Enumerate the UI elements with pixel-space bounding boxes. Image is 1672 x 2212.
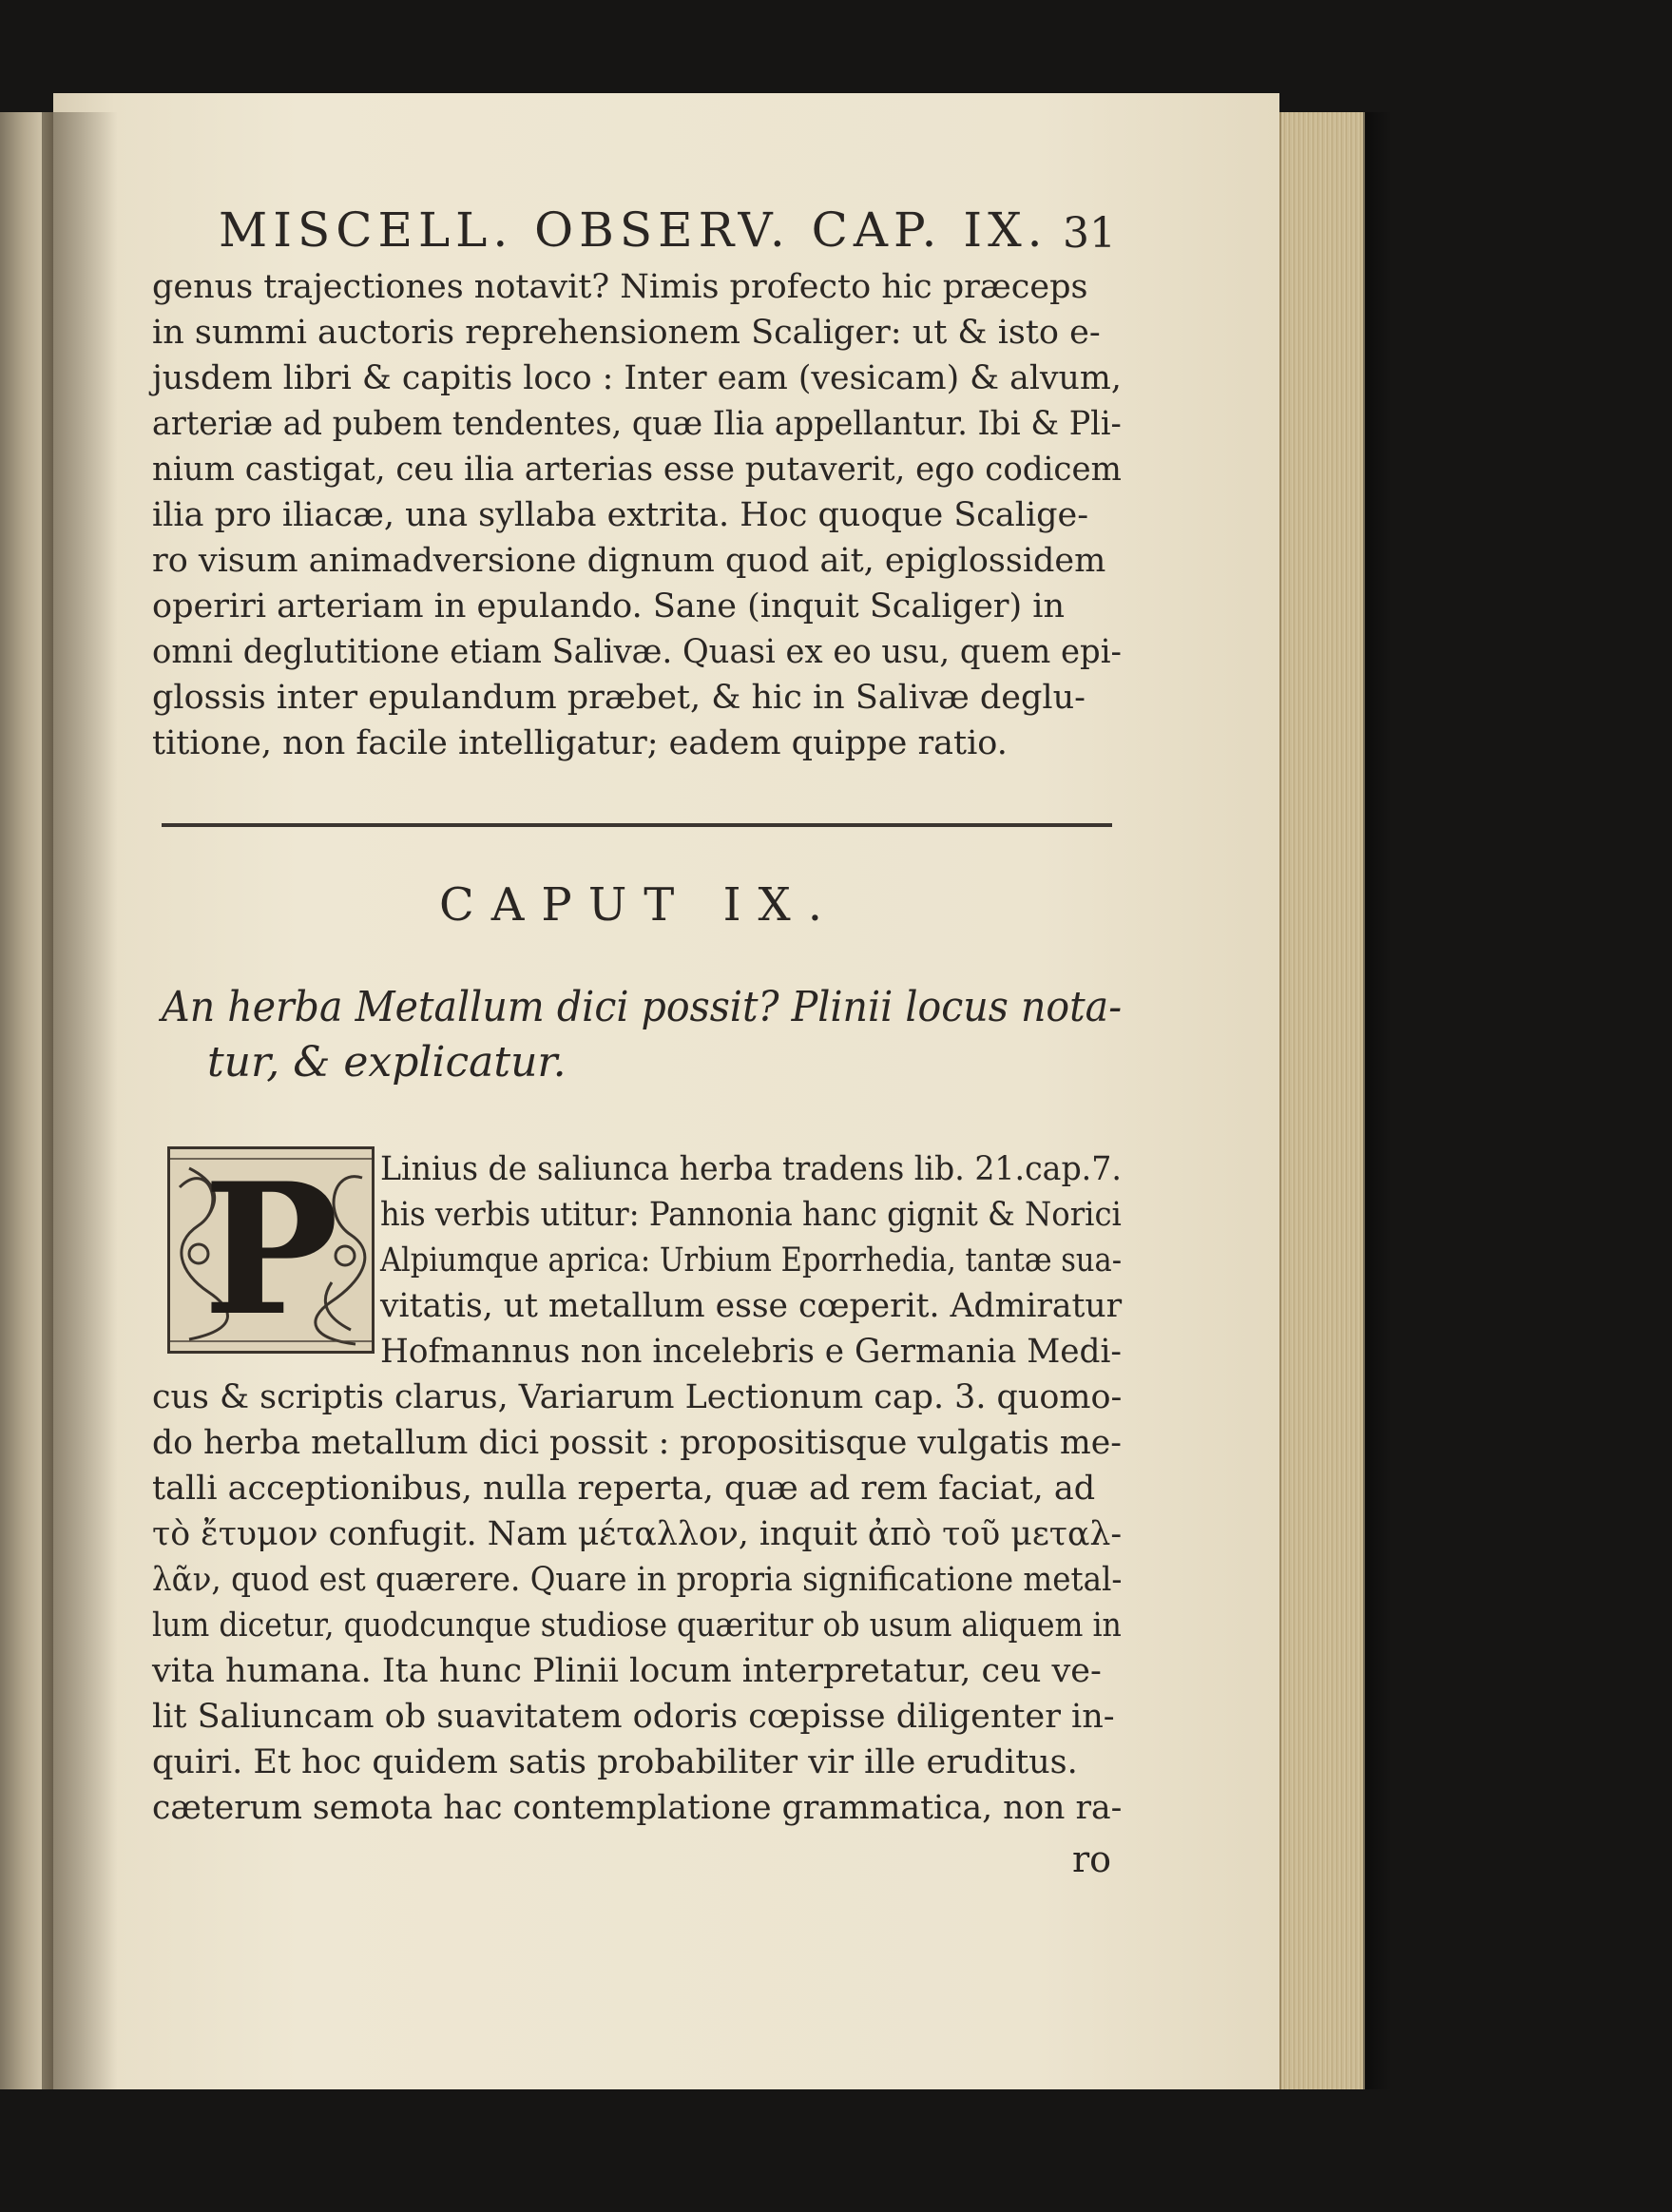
text-line: cæterum semota hac contemplatione grammatica, non ra- — [152, 1789, 1123, 1827]
text-line: arteriæ ad pubem tendentes, quæ Ilia appellantur. Ibi & Pli- — [152, 405, 1122, 443]
text-line: ilia pro iliacæ, una syllaba extrita. Hoc quoque Scalige- — [152, 496, 1089, 534]
chapter-summary-line: An herba Metallum dici possit? Plinii locus nota- — [162, 983, 1123, 1031]
text-line: lum dicetur, quodcunque studiose quæritur ob usum aliquem in — [152, 1606, 1122, 1645]
text-line: vitatis, ut metallum esse cœperit. Admiratur — [380, 1287, 1123, 1325]
text-line: cus & scriptis clarus, Variarum Lectionum cap. 3. quomo- — [152, 1378, 1123, 1416]
section-rule — [162, 823, 1112, 827]
text-line: his verbis utitur: Pannonia hanc gignit & Norici — [380, 1196, 1122, 1234]
text-line: jusdem libri & capitis loco : Inter eam (vesicam) & alvum, — [152, 359, 1122, 397]
text-line: ro visum animadversione dignum quod ait, epiglossidem — [152, 542, 1106, 580]
text-line: nium castigat, ceu ilia arterias esse putaverit, ego codicem — [152, 451, 1122, 489]
text-line: do herba metallum dici possit : propositisque vulgatis me- — [152, 1424, 1122, 1462]
fore-edge — [1279, 112, 1365, 2089]
chapter-heading: CAPUT IX. — [439, 878, 839, 932]
text-line: glossis inter epulandum præbet, & hic in Salivæ deglu- — [152, 679, 1086, 717]
gutter-shadow — [42, 112, 118, 2089]
text-line: talli acceptionibus, nulla reperta, quæ ad rem faciat, ad — [152, 1470, 1096, 1508]
text-line: quiri. Et hoc quidem satis probabiliter vir ille eruditus. — [152, 1743, 1078, 1781]
chapter-summary-line: tur, & explicatur. — [207, 1038, 567, 1087]
ornamental-initial — [167, 1146, 375, 1354]
fore-edge-shadow — [1363, 112, 1392, 2089]
text-line: τὸ ἔτυμον confugit. Nam μέταλλον, inquit ἀπὸ τοῦ μεταλ- — [152, 1515, 1123, 1553]
text-line: vita humana. Ita hunc Plinii locum interpretatur, ceu ve- — [152, 1652, 1102, 1690]
text-line: genus trajectiones notavit? Nimis profecto hic præceps — [152, 268, 1088, 306]
catchword: ro — [1072, 1838, 1112, 1880]
text-line: λᾶν, quod est quærere. Quare in propria significatione metal- — [152, 1561, 1123, 1599]
text-line: titione, non facile intelligatur; eadem quippe ratio. — [152, 724, 1008, 762]
page-number: 31 — [1063, 209, 1116, 258]
text-line: lit Saliuncam ob suavitatem odoris cœpisse diligenter in- — [152, 1698, 1115, 1736]
text-line: Alpiumque aprica: Urbium Eporrhedia, tantæ sua- — [380, 1241, 1123, 1279]
text-line: omni deglutitione etiam Salivæ. Quasi ex eo usu, quem epi- — [152, 633, 1122, 671]
running-head: MISCELL. OBSERV. CAP. IX. — [219, 202, 1048, 258]
text-line: Linius de saliunca herba tradens lib. 21.cap.7. — [380, 1150, 1122, 1188]
drop-cap-letter: P — [202, 1144, 339, 1356]
text-line: in summi auctoris reprehensionem Scaliger: ut & isto e- — [152, 314, 1101, 352]
text-line: Hofmannus non incelebris e Germania Medi- — [380, 1333, 1122, 1371]
text-line: operiri arteriam in epulando. Sane (inquit Scaliger) in — [152, 587, 1066, 625]
